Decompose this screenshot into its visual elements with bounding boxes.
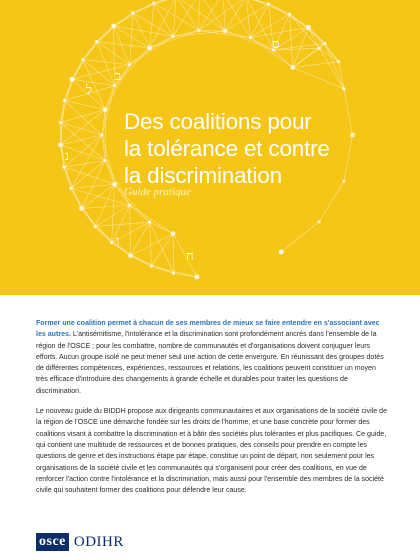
network-line <box>64 101 102 135</box>
hebrew-glyph-bet: ב <box>115 69 122 84</box>
network-node <box>128 63 131 66</box>
network-line <box>225 4 269 31</box>
network-line <box>112 184 115 242</box>
network-node <box>152 1 155 4</box>
network-line <box>71 160 105 188</box>
network-line <box>150 222 174 273</box>
network-node <box>59 121 62 124</box>
odihr-logo-text: ODIHR <box>73 533 124 550</box>
network-line <box>64 167 115 184</box>
title-line-3: la discrimination <box>124 163 282 188</box>
hebrew-glyph-vav: ו <box>116 234 120 249</box>
osce-odihr-logo <box>36 533 124 551</box>
network-node <box>70 77 75 82</box>
paragraph-1-rest: L'antisémitisme, l'intolérance et la discrimination sont profondément ancrés dans l'ensemble de la région de l'OSCE ; pour les combattre, nombre de communautés et d'organisations doivent conjuguer leurs efforts. Aucun groupe isolé ne peut mener seul une action de cette envergure. En réunissant des groupes dotés de différentes compétences, expériences, ressources et relations, les coalitions peuvent constituer un moyen très efficace d'introduire des changements à grande échelle et durables pour traiter les questions de discrimination. <box>36 331 384 395</box>
network-node <box>318 220 321 223</box>
network-node <box>197 29 200 32</box>
network-line <box>64 101 105 110</box>
network-line <box>173 234 174 274</box>
network-line <box>130 205 131 256</box>
osce-logo-mark: osce <box>36 533 69 551</box>
network-node <box>290 65 295 70</box>
network-node <box>342 87 345 90</box>
network-node <box>147 46 152 51</box>
network-line <box>199 0 247 31</box>
network-node <box>104 159 107 162</box>
page-title <box>124 108 414 189</box>
network-line <box>61 110 106 123</box>
network-node <box>95 40 98 43</box>
network-node <box>58 143 63 148</box>
network-line <box>151 234 173 267</box>
network-node <box>150 265 153 268</box>
network-line <box>81 205 129 208</box>
network-line <box>173 0 199 36</box>
paragraph-1 <box>36 318 388 397</box>
network-line <box>250 4 268 38</box>
network-node <box>81 58 84 61</box>
network-line <box>281 222 319 252</box>
network-node <box>223 29 228 34</box>
network-line <box>102 110 105 135</box>
network-node <box>279 250 284 255</box>
network-node <box>288 13 291 16</box>
network-node <box>63 99 66 102</box>
body-text <box>36 318 388 505</box>
network-line <box>223 0 225 31</box>
network-line <box>199 0 200 31</box>
network-node <box>110 241 113 244</box>
network-line <box>102 135 105 160</box>
network-node <box>111 23 116 28</box>
network-line <box>150 36 173 48</box>
network-node <box>171 231 176 236</box>
network-node <box>267 2 270 5</box>
network-node <box>148 220 151 223</box>
network-node <box>171 35 174 38</box>
network-line <box>95 222 150 227</box>
network-line <box>225 31 250 38</box>
hebrew-glyph-het: ח <box>186 249 194 264</box>
network-node <box>306 25 311 30</box>
hebrew-glyph-nun: נ <box>65 149 70 164</box>
network-line <box>173 31 199 37</box>
hebrew-glyph-lamed: ל <box>86 83 93 98</box>
title-line-1: Des coalitions pour <box>124 109 312 134</box>
lead-sentence: Former une coalition permet à chacun de ses membres de mieux se faire entendre en s'associant avec les autres. <box>36 320 380 339</box>
network-node <box>318 47 321 50</box>
network-line <box>325 43 339 61</box>
network-node <box>93 225 96 228</box>
network-line <box>130 205 150 222</box>
network-line <box>273 50 292 67</box>
network-line <box>105 160 114 184</box>
network-node <box>195 275 200 280</box>
network-node <box>79 206 84 211</box>
network-line <box>173 0 176 36</box>
network-node <box>112 182 117 187</box>
network-node <box>103 107 108 112</box>
hebrew-glyph-samekh: ס <box>272 37 280 52</box>
subtitle: Guide pratique <box>124 186 191 198</box>
network-line <box>151 266 197 277</box>
network-line <box>83 59 130 64</box>
network-node <box>323 42 326 45</box>
network-line <box>105 86 114 110</box>
network-line <box>95 227 130 256</box>
network-line <box>150 222 173 234</box>
network-line <box>199 0 223 31</box>
network-node <box>100 133 103 136</box>
network-line <box>81 160 105 208</box>
network-node <box>128 204 131 207</box>
network-line <box>289 14 319 48</box>
network-node <box>62 165 65 168</box>
network-node <box>128 253 133 258</box>
network-node <box>172 272 175 275</box>
network-node <box>69 187 72 190</box>
network-line <box>130 48 150 65</box>
network-node <box>113 84 116 87</box>
network-line <box>150 222 152 266</box>
title-line-2: la tolérance et contre <box>124 136 330 161</box>
network-line <box>176 0 225 31</box>
network-line <box>130 13 133 65</box>
network-line <box>225 31 273 50</box>
network-line <box>289 14 292 67</box>
network-node <box>249 36 252 39</box>
network-node <box>131 11 134 14</box>
network-line <box>64 160 105 167</box>
paragraph-2: Le nouveau guide du BIDDH propose aux dirigeants communautaires et aux organisations de la société civile de la région de l'OSCE une démarche fondée sur les droits de l'homme, et une base concrète pour former des coalitions visant à combattre la discrimination et à bâtir des sociétés plus tolérantes et plus pacifiques. Ce guide, qui contient une multitude de ressources et de bonnes pratiques, des conseils pour prendre en compte les questions de genre et des instructions étape par étape, constitue un point de départ, non seulement pour les organisations de la société civile et les communautés qui s'organisent pour créer des coalitions, en vue de renforcer l'action contre l'intolérance et la discrimination, mais aussi pour l'ensemble des membres de la société civile qui souhaitent former des coalitions pour défendre leur cause. <box>36 408 387 495</box>
network-line <box>130 36 173 64</box>
network-node <box>337 60 340 63</box>
network-line <box>61 123 102 135</box>
